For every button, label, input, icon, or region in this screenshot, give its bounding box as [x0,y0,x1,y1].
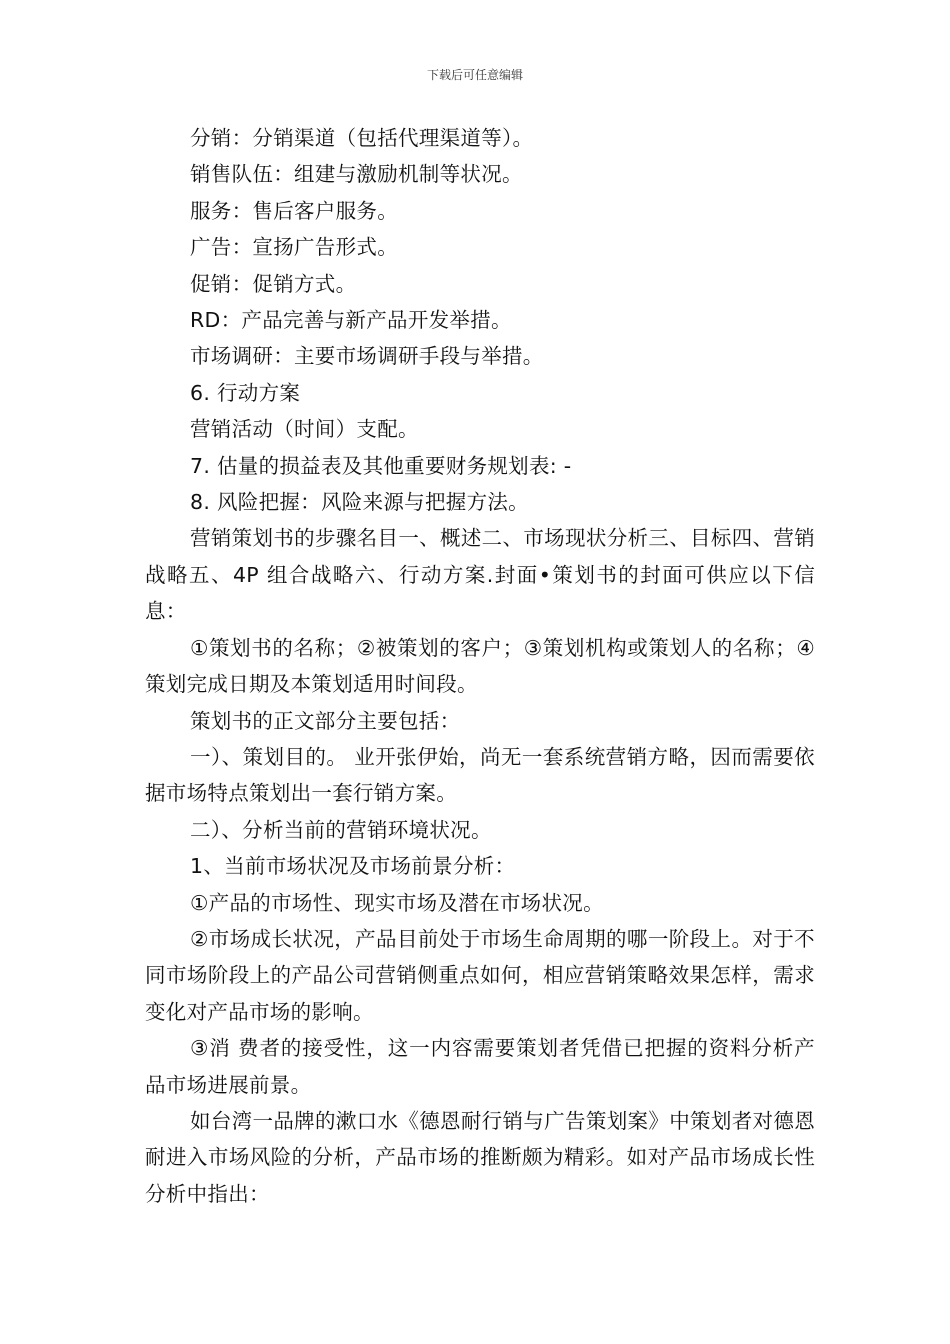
page-header: 下载后可任意编辑 [426,68,523,82]
paragraph-plan-purpose: 一）、策划目的。 业开张伊始，尚无一套系统营销方略，因而需要依据市场特点策划出一套行销方案。 [145,744,815,806]
paragraph-advertising: 广告：宣扬广告形式。 [190,235,398,260]
paragraph-marketability: ①产品的市场性、现实市场及潜在市场状况。 [190,890,604,915]
heading-action-plan: 6. 行动方案 [190,380,301,405]
paragraph-promotion: 促销：促销方式。 [190,271,357,296]
paragraph-market-status: 1、当前市场状况及市场前景分析： [190,854,516,879]
paragraph-service: 服务：售后客户服务。 [190,198,398,223]
paragraph-rd: RD：产品完善与新产品开发举措。 [190,308,512,333]
paragraph-market-research: 市场调研：主要市场调研手段与举措。 [190,344,544,369]
document-body [145,120,815,1212]
paragraph-consumer-acceptance: ③消 费者的接受性，这一内容需要策划者凭借已把握的资料分析产品市场进展前景。 [145,1036,815,1097]
paragraph-plan-steps: 营销策划书的步骤名目一、概述二、市场现状分析三、目标四、营销战略五、4P 组合战略六、行动方案.封面•策划书的封面可供应以下信息： [145,526,815,624]
paragraph-sales-team: 销售队伍：组建与激励机制等状况。 [190,162,523,187]
paragraph-environment-analysis: 二）、分析当前的营销环境状况。 [190,817,492,842]
paragraph-cover-info: ①策划书的名称；②被策划的客户；③策划机构或策划人的名称；④策划完成日期及本策划适用时间段。 [145,635,815,697]
paragraph-body-intro: 策划书的正文部分主要包括： [190,708,461,733]
paragraph-distribution: 分销：分销渠道（包括代理渠道等）。 [190,126,534,150]
paragraph-market-growth: ②市场成长状况，产品目前处于市场生命周期的哪一阶段上。对于不同市场阶段上的产品公司营销侧重点如何，相应营销策略效果怎样，需求变化对产品市场的影响。 [145,926,815,1024]
heading-risk-control: 8. 风险把握：风险来源与把握方法。 [190,490,529,515]
paragraph-marketing-activities: 营销活动（时间）支配。 [190,417,419,442]
paragraph-case-example: 如台湾一品牌的漱口水《德恩耐行销与广告策划案》中策划者对德恩耐进入市场风险的分析，产品市场的推断颇为精彩。如对产品市场成长性分析中指出： [145,1108,815,1206]
heading-income-statement: 7. 估量的损益表及其他重要财务规划表: - [190,453,572,478]
